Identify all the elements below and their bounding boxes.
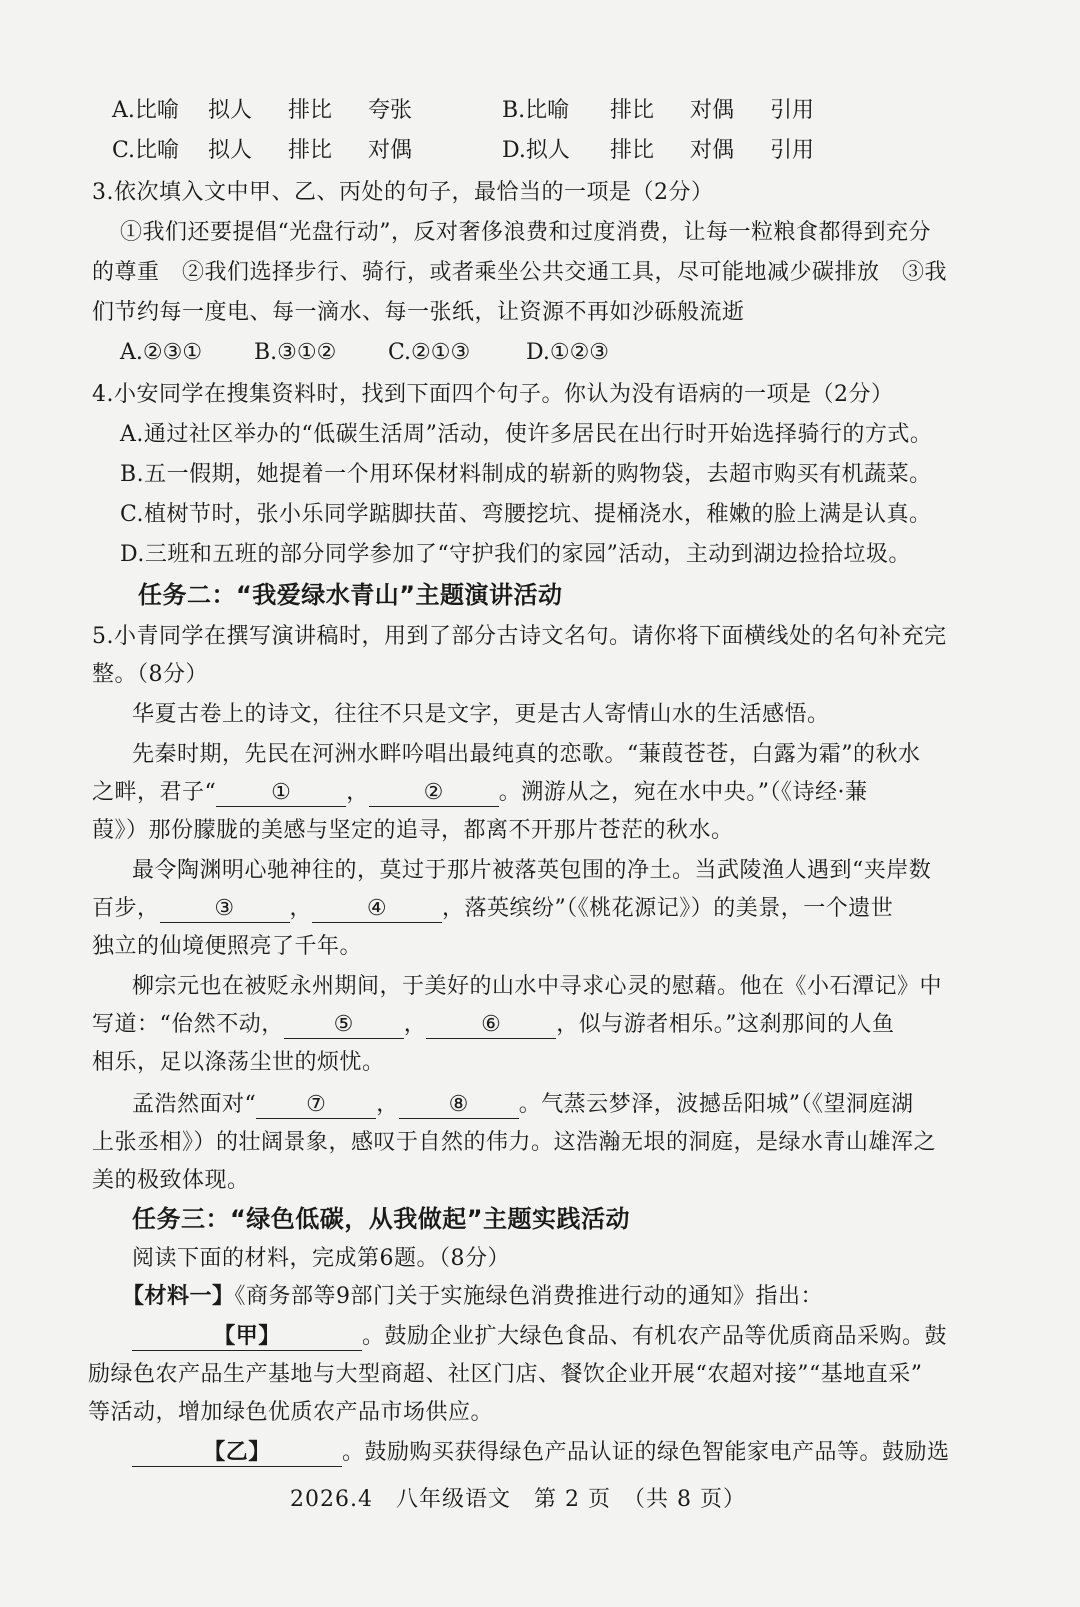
q5-paragraph: 美的极致体现。 bbox=[92, 1168, 250, 1193]
q5-fill-line bbox=[132, 1090, 914, 1120]
task2-heading: 任务二：“我爱绿水青山”主题演讲活动 bbox=[138, 581, 563, 609]
q2-option-b-4: 引用 bbox=[770, 98, 815, 123]
q2-option-c-4: 对偶 bbox=[368, 138, 413, 163]
q2-option-a-3: 排比 bbox=[288, 98, 333, 123]
q5-fill-line bbox=[92, 1010, 895, 1040]
q2-option-a-2: 拟人 bbox=[208, 98, 253, 123]
q2-option-d bbox=[502, 136, 570, 166]
text: ， bbox=[289, 896, 313, 921]
q4-option-c: C.植树节时，张小乐同学踮脚扶苗、弯腰挖坑、提桶浇水，稚嫩的脸上满是认真。 bbox=[120, 502, 932, 527]
q3-sentence-line: ①我们还要提倡“光盘行动”，反对奢侈浪费和过度消费，让每一粒粮食都得到充分 bbox=[120, 220, 931, 245]
q5-stem: 整。（8分） bbox=[92, 662, 208, 687]
q3-stem: 3.依次填入文中甲、乙、丙处的句子，最恰当的一项是（2分） bbox=[92, 180, 714, 205]
blank-yi[interactable]: 【乙】 bbox=[132, 1440, 342, 1467]
q2-option-b bbox=[502, 96, 569, 126]
option-item: 比喻 bbox=[134, 98, 179, 123]
blank-8[interactable]: ⑧ bbox=[399, 1092, 519, 1119]
text: 。鼓励企业扩大绿色食品、有机农产品等优质商品采购。鼓 bbox=[362, 1324, 948, 1349]
q2-option-a bbox=[112, 96, 179, 126]
text: 《商务部等9部门关于实施绿色消费推进行动的通知》指出： bbox=[234, 1284, 824, 1309]
text: 。鼓励购买获得绿色产品认证的绿色智能家电产品等。鼓励选 bbox=[342, 1440, 950, 1465]
blank-7[interactable]: ⑦ bbox=[256, 1092, 376, 1119]
material-1-text: 等活动，增加绿色优质农产品市场供应。 bbox=[88, 1400, 494, 1425]
text: ，似与游者相乐。”这刹那间的人鱼 bbox=[556, 1012, 895, 1037]
q5-paragraph: 先秦时期，先民在河洲水畔吟唱出最纯真的恋歌。“蒹葭苍苍，白露为霜”的秋水 bbox=[132, 742, 921, 767]
q3-sentence-line: 们节约每一度电、每一滴水、每一张纸，让资源不再如沙砾般流逝 bbox=[92, 300, 745, 325]
q5-paragraph: 葭》）那份朦胧的美感与坚定的追寻，都离不开那片苍茫的秋水。 bbox=[92, 818, 734, 843]
q2-option-d-3: 对偶 bbox=[690, 138, 735, 163]
blank-2[interactable]: ② bbox=[369, 780, 499, 807]
material-1-line bbox=[122, 1282, 823, 1312]
material-1-text: 励绿色农产品生产基地与大型商超、社区门店、餐饮企业开展“农超对接”“基地直采” bbox=[88, 1362, 923, 1387]
q4-option-b: B.五一假期，她提着一个用环保材料制成的崭新的购物袋，去超市购买有机蔬菜。 bbox=[120, 462, 932, 487]
q5-stem: 5.小青同学在撰写演讲稿时，用到了部分古诗文名句。请你将下面横线处的名句补充完 bbox=[92, 624, 947, 649]
q5-paragraph: 上张丞相》）的壮阔景象，感叹于自然的伟力。这浩瀚无垠的洞庭，是绿水青山雄浑之 bbox=[92, 1130, 937, 1155]
option-item: 拟人 bbox=[525, 138, 570, 163]
blank-jia[interactable]: 【甲】 bbox=[132, 1324, 362, 1351]
q5-paragraph: 最令陶渊明心驰神往的，莫过于那片被落英包围的净土。当武陵渔人遇到“夹岸数 bbox=[132, 858, 932, 883]
q4-stem: 4.小安同学在搜集资料时，找到下面四个句子。你认为没有语病的一项是（2分） bbox=[92, 382, 894, 407]
option-label: A. bbox=[112, 98, 135, 123]
option-label: C. bbox=[112, 138, 136, 163]
q5-fill-line bbox=[92, 894, 893, 924]
text: 孟浩然面对“ bbox=[132, 1092, 257, 1117]
option-item: 比喻 bbox=[525, 98, 570, 123]
q2-option-c bbox=[112, 136, 179, 166]
blank-3[interactable]: ③ bbox=[160, 896, 290, 923]
blank-5[interactable]: ⑤ bbox=[284, 1012, 404, 1039]
text: ， bbox=[376, 1092, 399, 1117]
blank-1[interactable]: ① bbox=[216, 780, 346, 807]
text: 百步， bbox=[92, 896, 160, 921]
q3-option-b: B.③①② bbox=[254, 340, 337, 365]
q3-option-a: A.②③① bbox=[120, 340, 203, 365]
q5-paragraph: 相乐，足以涤荡尘世的烦忧。 bbox=[92, 1050, 385, 1075]
material-1-jia-line bbox=[132, 1322, 947, 1352]
q5-paragraph: 独立的仙境便照亮了千年。 bbox=[92, 934, 363, 959]
text: 。溯游从之，宛在水中央。”（《诗经·蒹 bbox=[498, 780, 868, 805]
text: 之畔，君子“ bbox=[92, 780, 217, 805]
option-label: B. bbox=[502, 98, 526, 123]
task3-heading: 任务三：“绿色低碳，从我做起”主题实践活动 bbox=[132, 1205, 631, 1233]
blank-6[interactable]: ⑥ bbox=[426, 1012, 556, 1039]
q3-sentence-line: 的尊重 ②我们选择步行、骑行，或者乘坐公共交通工具，尽可能地减少碳排放 ③我 bbox=[92, 260, 948, 285]
q2-option-d-2: 排比 bbox=[610, 138, 655, 163]
q3-option-c: C.②①③ bbox=[388, 340, 471, 365]
text: 写道：“佁然不动， bbox=[92, 1012, 284, 1037]
material-label: 【材料一】 bbox=[122, 1284, 235, 1309]
q3-option-d: D.①②③ bbox=[526, 340, 610, 365]
task3-intro: 阅读下面的材料，完成第6题。（8分） bbox=[132, 1246, 510, 1271]
page-footer: 2026.4 八年级语文 第 2 页 （共 8 页） bbox=[290, 1487, 746, 1512]
q2-option-c-3: 排比 bbox=[288, 138, 333, 163]
q2-option-d-4: 引用 bbox=[770, 138, 815, 163]
text: ， bbox=[346, 780, 369, 805]
q2-option-c-2: 拟人 bbox=[208, 138, 253, 163]
q2-option-b-2: 排比 bbox=[610, 98, 655, 123]
q4-option-a: A.通过社区举办的“低碳生活周”活动，使许多居民在出行时开始选择骑行的方式。 bbox=[120, 422, 933, 447]
q2-option-a-4: 夸张 bbox=[368, 98, 413, 123]
q2-option-b-3: 对偶 bbox=[690, 98, 735, 123]
q5-paragraph: 华夏古卷上的诗文，往往不只是文字，更是古人寄情山水的生活感悟。 bbox=[132, 702, 830, 727]
text: ， bbox=[403, 1012, 427, 1037]
q4-option-d: D.三班和五班的部分同学参加了“守护我们的家园”活动，主动到湖边捡拾垃圾。 bbox=[120, 542, 911, 567]
option-label: D. bbox=[502, 138, 526, 163]
q5-fill-line bbox=[92, 778, 868, 808]
option-item: 比喻 bbox=[135, 138, 180, 163]
text: ，落英缤纷”（《桃花源记》）的美景，一个遗世 bbox=[442, 896, 894, 921]
blank-4[interactable]: ④ bbox=[312, 896, 442, 923]
q5-paragraph: 柳宗元也在被贬永州期间，于美好的山水中寻求心灵的慰藉。他在《小石潭记》中 bbox=[132, 974, 943, 999]
material-1-yi-line bbox=[132, 1438, 950, 1468]
text: 。气蒸云梦泽，波撼岳阳城”（《望洞庭湖 bbox=[518, 1092, 914, 1117]
